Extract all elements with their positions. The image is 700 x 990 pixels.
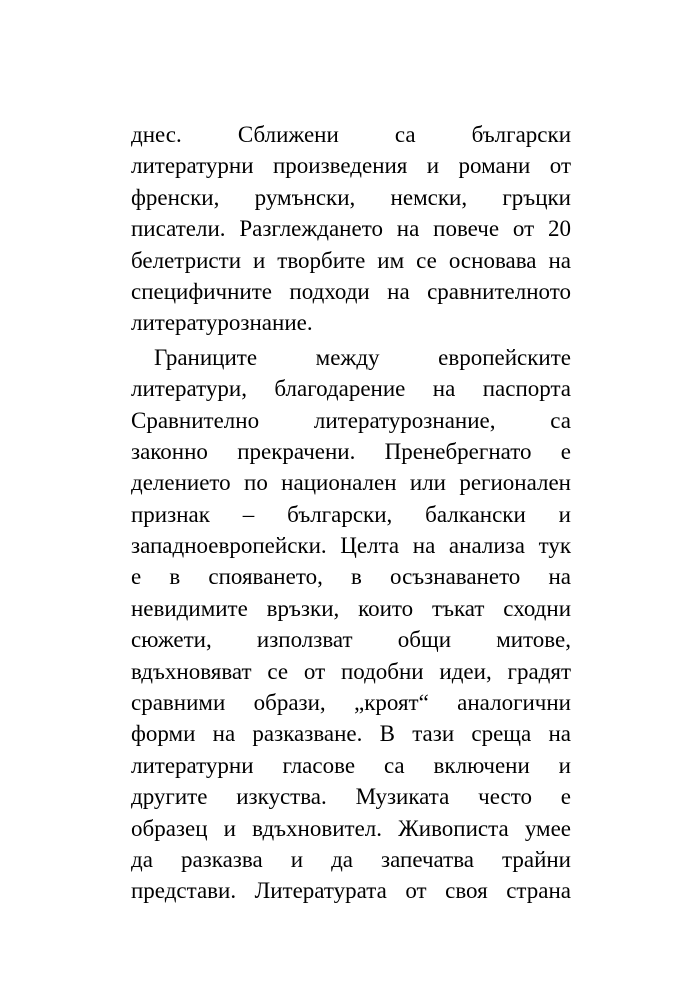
text-line: невидимите връзки, които тъкат сходни bbox=[131, 595, 571, 621]
text-line: литературни гласове са включени и bbox=[131, 752, 571, 778]
text-line: днес. Сближени са български bbox=[131, 122, 571, 147]
text-line: признак – български, балкански и bbox=[131, 501, 571, 527]
text-line: специфичните подходи на сравнителното bbox=[131, 278, 571, 304]
text-line: сравними образи, „кроят“ аналогични bbox=[131, 690, 571, 716]
paragraph-1 bbox=[131, 119, 571, 339]
text-line: писатели. Разглеждането на повече от 20 bbox=[131, 216, 571, 242]
text-line: представи. Литературата от своя страна bbox=[131, 878, 571, 904]
text-line: западноевропейски. Целта на анализа тук bbox=[131, 533, 571, 559]
text-line: литератури, благодарение на паспорта bbox=[131, 376, 571, 402]
text-line: литературни произведения и романи от bbox=[131, 153, 571, 179]
text-line: вдъхновяват се от подобни идеи, градят bbox=[131, 658, 571, 684]
text-line: делението по национален или регионален bbox=[131, 470, 571, 496]
text-line: Сравнително литературознание, са bbox=[131, 407, 571, 433]
text-line: образец и вдъхновител. Живописта умее bbox=[131, 815, 571, 841]
text-line: Границите между европейските bbox=[154, 344, 571, 370]
paragraph-2 bbox=[131, 342, 571, 907]
text-line: форми на разказване. В тази среща на bbox=[131, 721, 571, 747]
text-line: да разказва и да запечатва трайни bbox=[131, 846, 571, 872]
text-line: законно прекрачени. Пренебрегнато е bbox=[131, 438, 571, 464]
text-line: белетристи и творбите им се основава на bbox=[131, 247, 571, 273]
text-line: другите изкуства. Музиката често е bbox=[131, 784, 571, 810]
text-line: литературознание. bbox=[131, 310, 313, 336]
text-line: е в спояването, в осъзнаването на bbox=[131, 564, 571, 590]
text-line: френски, румънски, немски, гръцки bbox=[131, 184, 571, 210]
text-line: сюжети, използват общи митове, bbox=[131, 627, 571, 653]
body-text bbox=[131, 119, 571, 907]
